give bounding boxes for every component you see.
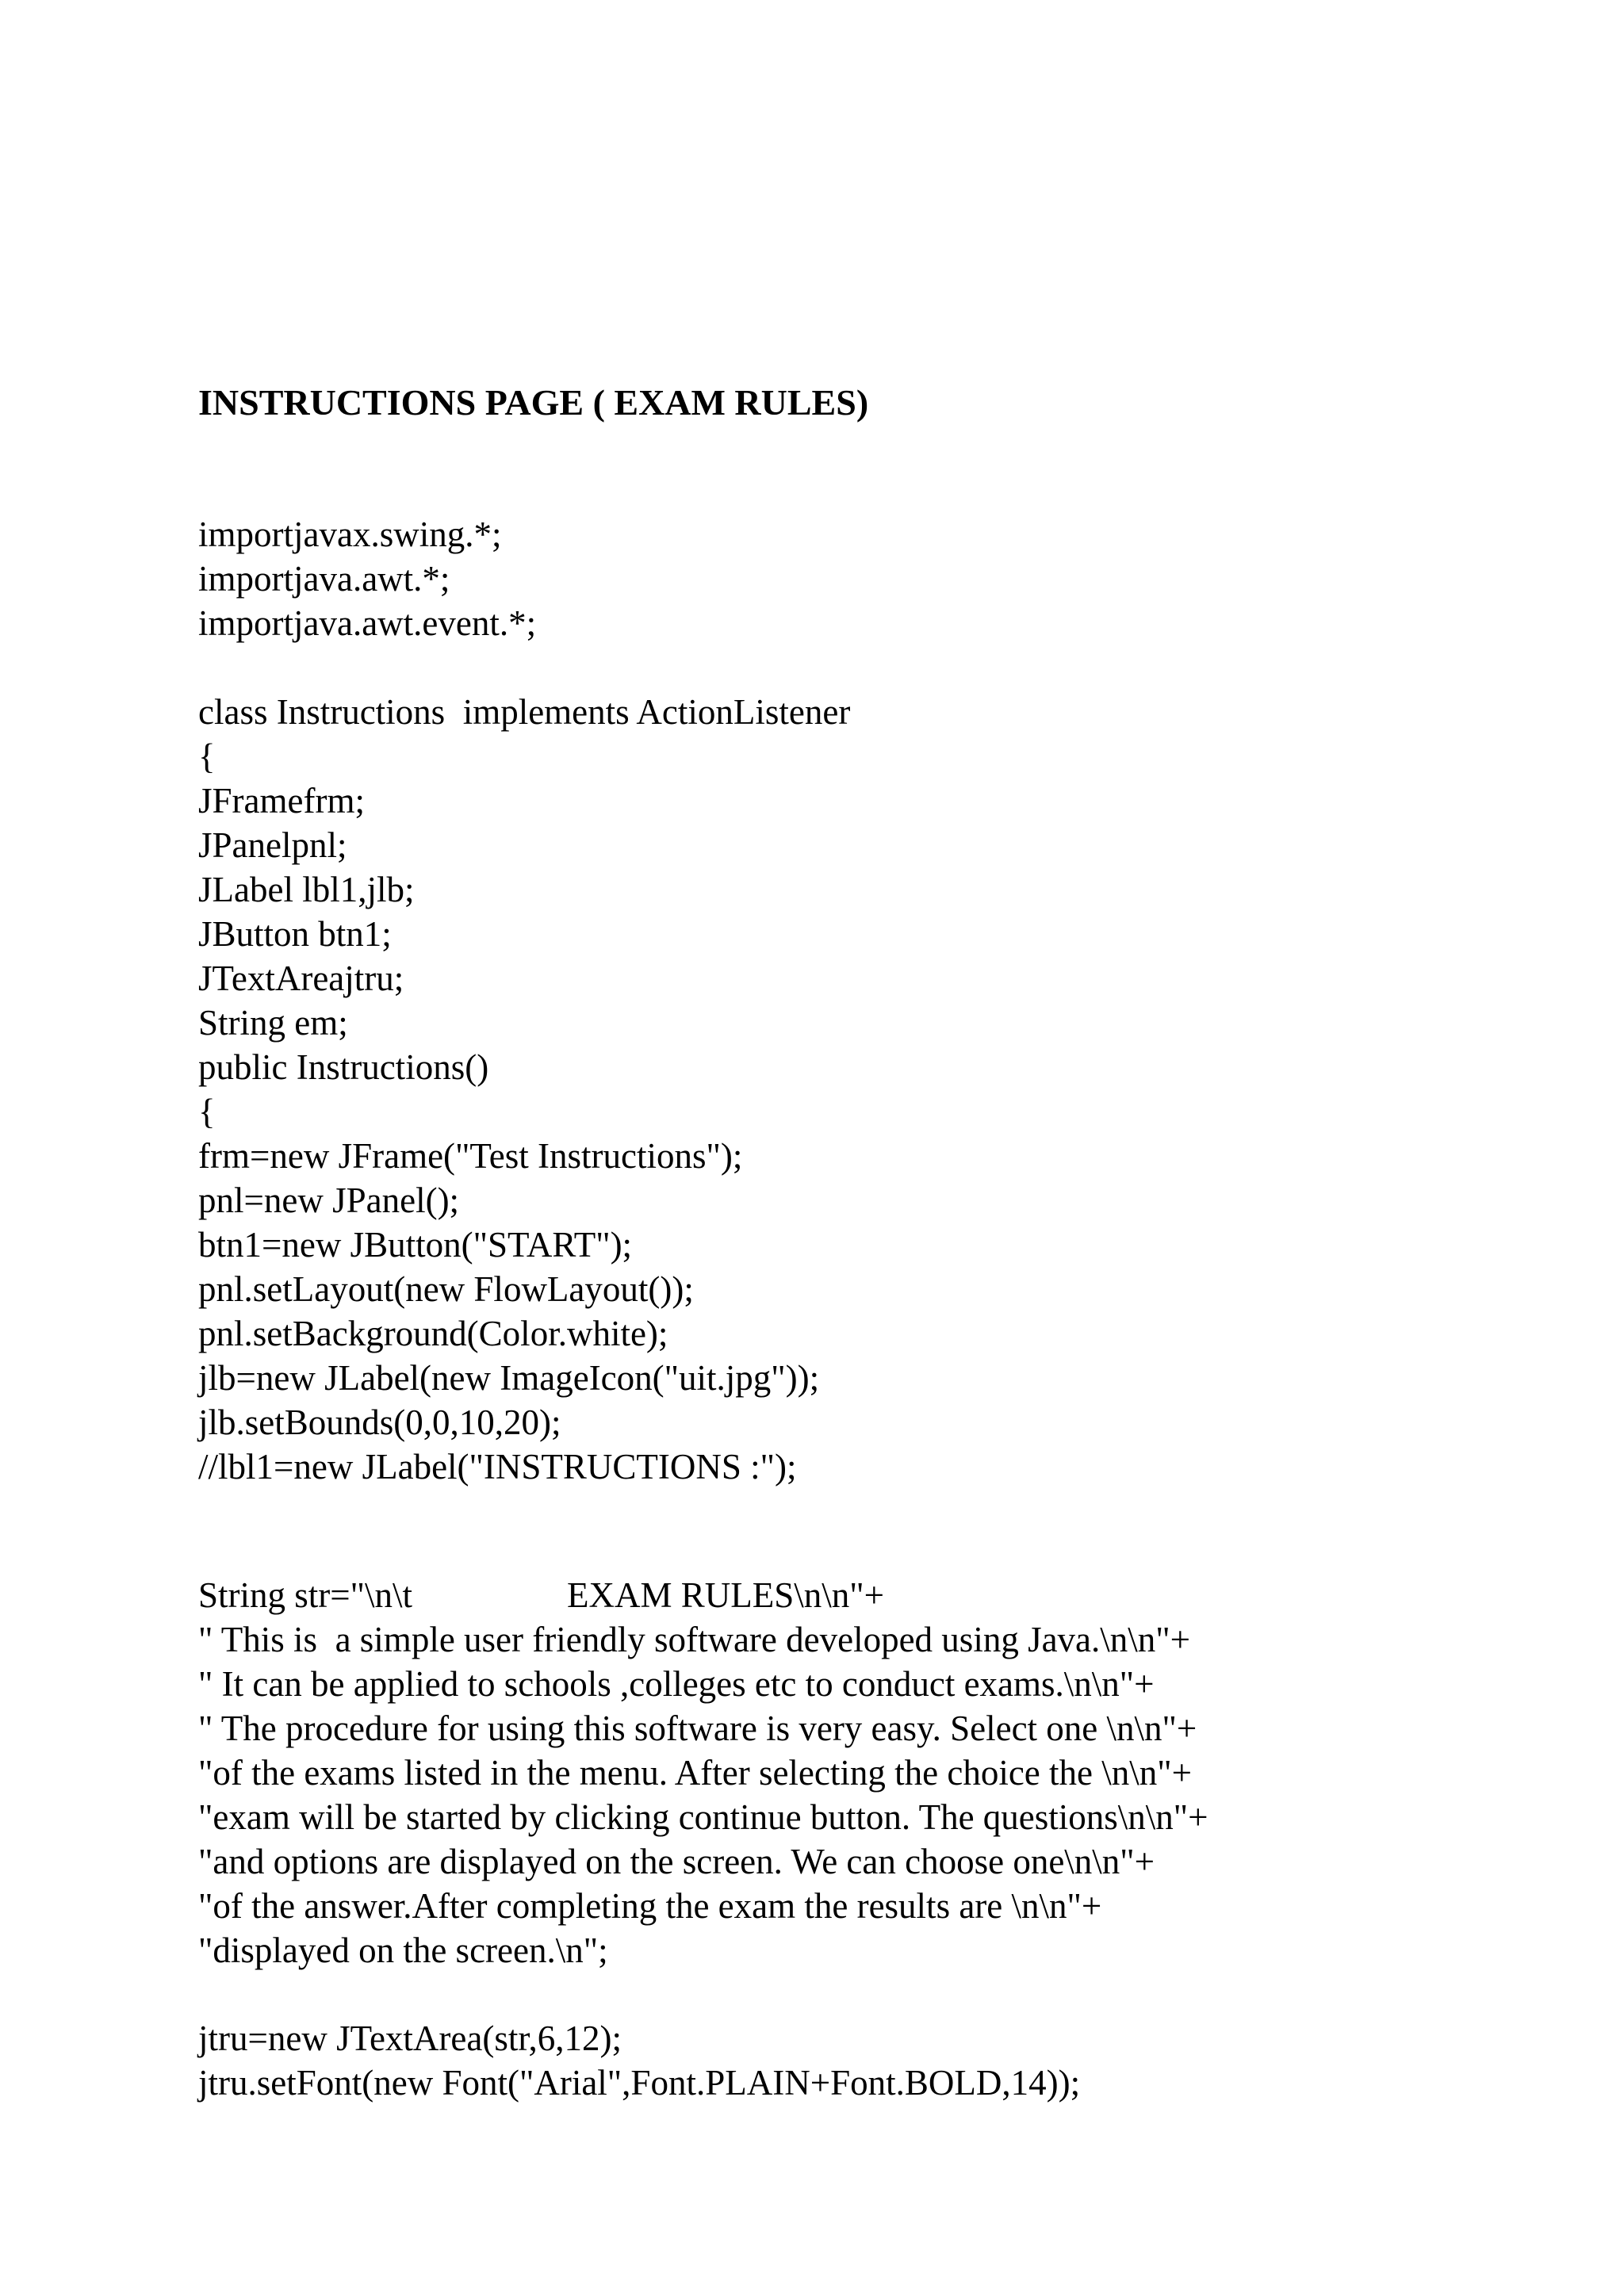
- code-line: "displayed on the screen.\n";: [198, 1931, 608, 1970]
- code-line: "exam will be started by clicking continue button. The questions\n\n"+: [198, 1797, 1208, 1837]
- code-line: jlb.setBounds(0,0,10,20);: [198, 1402, 561, 1442]
- code-line: "of the answer.After completing the exam the results are \n\n"+: [198, 1886, 1102, 1926]
- code-line: importjavax.swing.*;: [198, 515, 502, 554]
- code-line: btn1=new JButton("START");: [198, 1225, 633, 1265]
- code-line: " The procedure for using this software is very easy. Select one \n\n"+: [198, 1709, 1197, 1748]
- code-line: importjava.awt.event.*;: [198, 603, 537, 643]
- string-declaration: String str="\n\t: [198, 1575, 413, 1615]
- code-line: {: [198, 737, 216, 776]
- code-line: "of the exams listed in the menu. After selecting the choice the \n\n"+: [198, 1753, 1193, 1793]
- textarea-block: [198, 2016, 1080, 2105]
- imports-block: [198, 512, 536, 645]
- code-line: class Instructions implements ActionListener: [198, 692, 851, 732]
- code-line: frm=new JFrame("Test Instructions");: [198, 1136, 743, 1176]
- code-line: JFramefrm;: [198, 781, 365, 821]
- code-line: jlb=new JLabel(new ImageIcon("uit.jpg"));: [198, 1358, 820, 1398]
- code-line: "and options are displayed on the screen. We can choose one\n\n"+: [198, 1842, 1155, 1881]
- code-line: pnl.setLayout(new FlowLayout());: [198, 1269, 694, 1309]
- exam-rules-block: [198, 1573, 1208, 1973]
- code-line: pnl.setBackground(Color.white);: [198, 1314, 668, 1353]
- code-line: pnl=new JPanel();: [198, 1181, 460, 1220]
- code-line: String em;: [198, 1003, 348, 1043]
- code-line: public Instructions(): [198, 1047, 489, 1087]
- code-line: JButton btn1;: [198, 914, 392, 954]
- exam-rules-label: EXAM RULES\n\n"+: [567, 1575, 885, 1615]
- code-line: //lbl1=new JLabel("INSTRUCTIONS :");: [198, 1447, 797, 1487]
- code-line: importjava.awt.*;: [198, 559, 450, 599]
- code-line: {: [198, 1092, 216, 1131]
- code-line: " This is a simple user friendly software developed using Java.\n\n"+: [198, 1620, 1191, 1659]
- code-line: jtru.setFont(new Font("Arial",Font.PLAIN+Font.BOLD,14));: [198, 2063, 1081, 2103]
- class-block: [198, 690, 850, 1489]
- code-line: JTextAreajtru;: [198, 959, 404, 998]
- code-line: jtru=new JTextArea(str,6,12);: [198, 2019, 622, 2058]
- code-line: " It can be applied to schools ,colleges etc to conduct exams.\n\n"+: [198, 1664, 1155, 1704]
- code-line: [198, 1573, 1208, 1617]
- code-line: JPanelpnl;: [198, 825, 347, 865]
- page-title: INSTRUCTIONS PAGE ( EXAM RULES): [198, 382, 869, 423]
- code-line: JLabel lbl1,jlb;: [198, 870, 415, 909]
